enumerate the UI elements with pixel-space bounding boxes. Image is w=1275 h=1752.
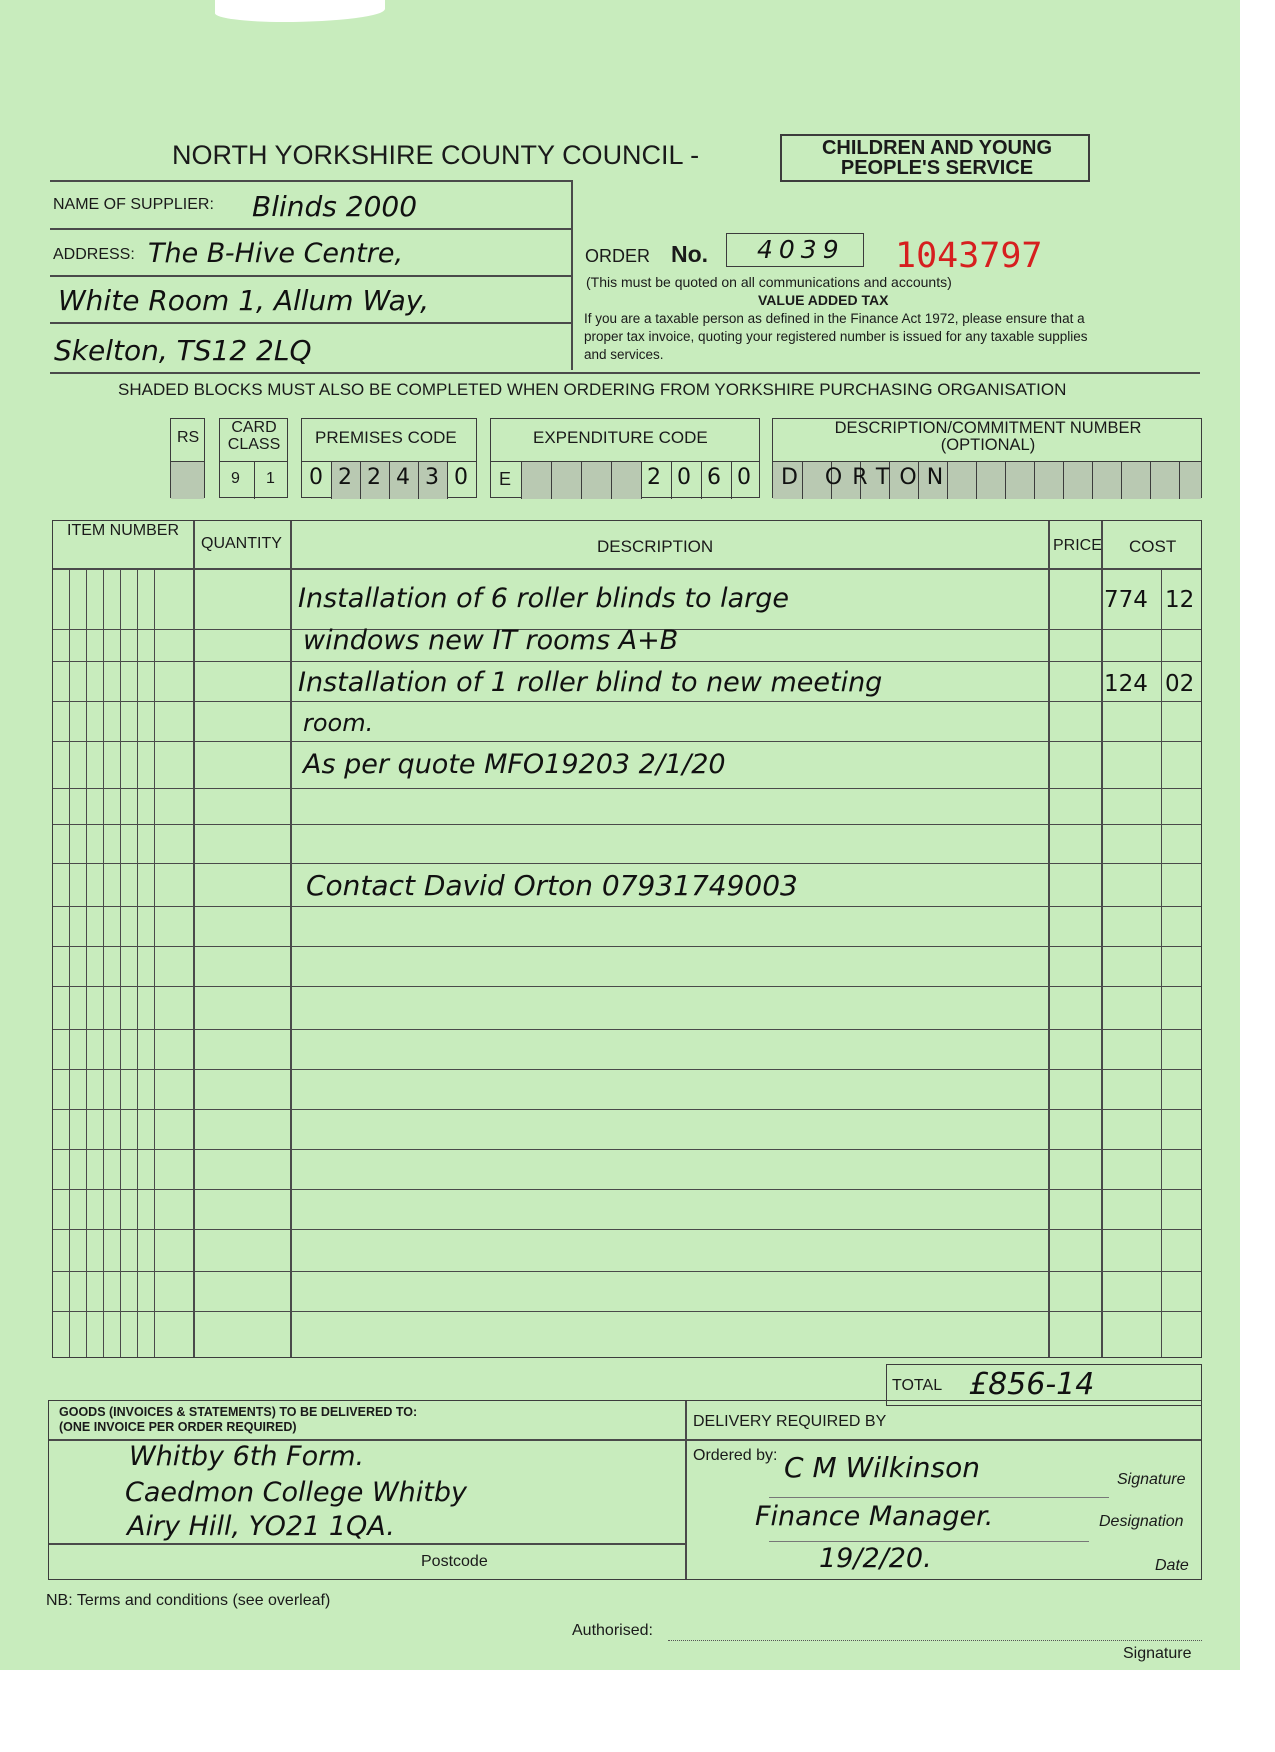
premises-digit-6: 0 <box>454 465 468 490</box>
authorised-label: Authorised: <box>572 1622 653 1639</box>
premises-code-box <box>301 418 477 498</box>
premises-digit-2: 2 <box>338 465 352 490</box>
premises-label: PREMISES CODE <box>315 428 457 447</box>
rs-box <box>170 418 205 498</box>
row-1-description: Installation of 6 roller blinds to large <box>298 583 790 614</box>
card-class-1: 9 <box>231 470 240 487</box>
order-no-box <box>726 233 864 267</box>
order-no-handwritten: 4039 <box>757 235 845 264</box>
row-3-description: Installation of 1 roller blind to new meeting <box>298 667 883 698</box>
authorised-signature-label: Signature <box>1123 1645 1192 1662</box>
address-line-3: Skelton, TS12 2LQ <box>54 334 312 367</box>
date-label: Date <box>1155 1557 1189 1574</box>
terms-note: NB: Terms and conditions (see overleaf) <box>46 1592 331 1609</box>
card-class-box <box>219 418 288 498</box>
service-box <box>780 134 1090 182</box>
total-label: TOTAL <box>892 1377 943 1394</box>
description-code-label: DESCRIPTION/COMMITMENT NUMBER (OPTIONAL) <box>834 419 1142 454</box>
supplier-name-value: Blinds 2000 <box>252 190 418 223</box>
postcode-label: Postcode <box>421 1553 488 1570</box>
signature-label: Signature <box>1117 1471 1186 1488</box>
order-no-printed: 1043797 <box>895 236 1043 276</box>
designation-value: Finance Manager. <box>755 1501 994 1532</box>
card-class-label: CARD CLASS <box>227 419 281 453</box>
expenditure-digit-1: 2 <box>647 465 661 490</box>
header-quantity: QUANTITY <box>201 535 282 552</box>
address-line-2: White Room 1, Allum Way, <box>58 284 430 317</box>
row-4-description: room. <box>303 709 374 737</box>
address-line-1: The B-Hive Centre, <box>148 238 404 269</box>
order-no-label: No. <box>671 241 709 267</box>
expenditure-prefix: E <box>499 469 512 489</box>
description-code-value: D ORTON <box>781 465 954 490</box>
date-value: 19/2/20. <box>819 1543 932 1574</box>
service-title: CHILDREN AND YOUNG PEOPLE'S SERVICE <box>821 137 1052 179</box>
designation-label: Designation <box>1099 1513 1184 1530</box>
description-code-box <box>772 418 1202 498</box>
row-3-cost-pounds: 124 <box>1104 671 1148 697</box>
header-item-number: ITEM NUMBER <box>67 522 179 539</box>
expenditure-digit-2: 0 <box>677 465 691 490</box>
row-7-description: Contact David Orton 07931749003 <box>306 869 798 902</box>
total-value: £856-14 <box>969 1367 1095 1402</box>
row-1-cost-pence: 12 <box>1165 587 1195 613</box>
delivery-section <box>48 1400 1202 1580</box>
items-table <box>52 520 1202 1358</box>
delivery-address-1: Whitby 6th Form. <box>129 1441 365 1472</box>
goods-label-2: (ONE INVOICE PER ORDER REQUIRED) <box>59 1420 297 1434</box>
header-description: DESCRIPTION <box>597 537 714 556</box>
header-cost: COST <box>1129 537 1177 556</box>
premises-digit-1: 0 <box>309 465 323 490</box>
header-price: PRICE <box>1053 537 1102 554</box>
torn-edge <box>215 0 385 22</box>
expenditure-digit-3: 6 <box>707 465 721 490</box>
council-title: NORTH YORKSHIRE COUNTY COUNCIL - <box>172 140 700 170</box>
ordered-by-value: C M Wilkinson <box>784 1451 980 1484</box>
expenditure-code-box <box>490 418 760 498</box>
supplier-name-label: NAME OF SUPPLIER: <box>53 196 214 213</box>
row-5-description: As per quote MFO19203 2/1/20 <box>303 749 726 780</box>
delivery-address-3: Airy Hill, YO21 1QA. <box>127 1511 395 1542</box>
vat-title: VALUE ADDED TAX <box>758 292 889 308</box>
premises-digit-5: 3 <box>425 465 439 490</box>
premises-digit-4: 4 <box>396 465 410 490</box>
row-3-cost-pence: 02 <box>1165 671 1195 697</box>
rs-label: RS <box>177 429 200 446</box>
goods-label-1: GOODS (INVOICES & STATEMENTS) TO BE DELIVERED TO: <box>59 1405 418 1419</box>
expenditure-digit-4: 0 <box>737 465 751 490</box>
address-label: ADDRESS: <box>53 246 135 263</box>
vat-text: If you are a taxable person as defined in the Finance Act 1972, please ensure that a proper tax invoice, quoting your registered number is issued for any taxable supplies and services. <box>584 311 1088 362</box>
shaded-notice: SHADED BLOCKS MUST ALSO BE COMPLETED WHEN ORDERING FROM YORKSHIRE PURCHASING ORGANISATION <box>118 380 1067 399</box>
delivery-address-2: Caedmon College Whitby <box>125 1477 467 1508</box>
order-note: (This must be quoted on all communications and accounts) <box>586 274 952 290</box>
expenditure-label: EXPENDITURE CODE <box>533 428 708 447</box>
card-class-2: 1 <box>266 470 275 487</box>
row-2-description: windows new IT rooms A+B <box>303 625 679 656</box>
row-1-cost-pounds: 774 <box>1104 587 1148 613</box>
delivery-required-label: DELIVERY REQUIRED BY <box>693 1413 887 1430</box>
ordered-by-label: Ordered by: <box>693 1447 778 1464</box>
order-label: ORDER <box>585 246 651 266</box>
premises-digit-3: 2 <box>367 465 381 490</box>
